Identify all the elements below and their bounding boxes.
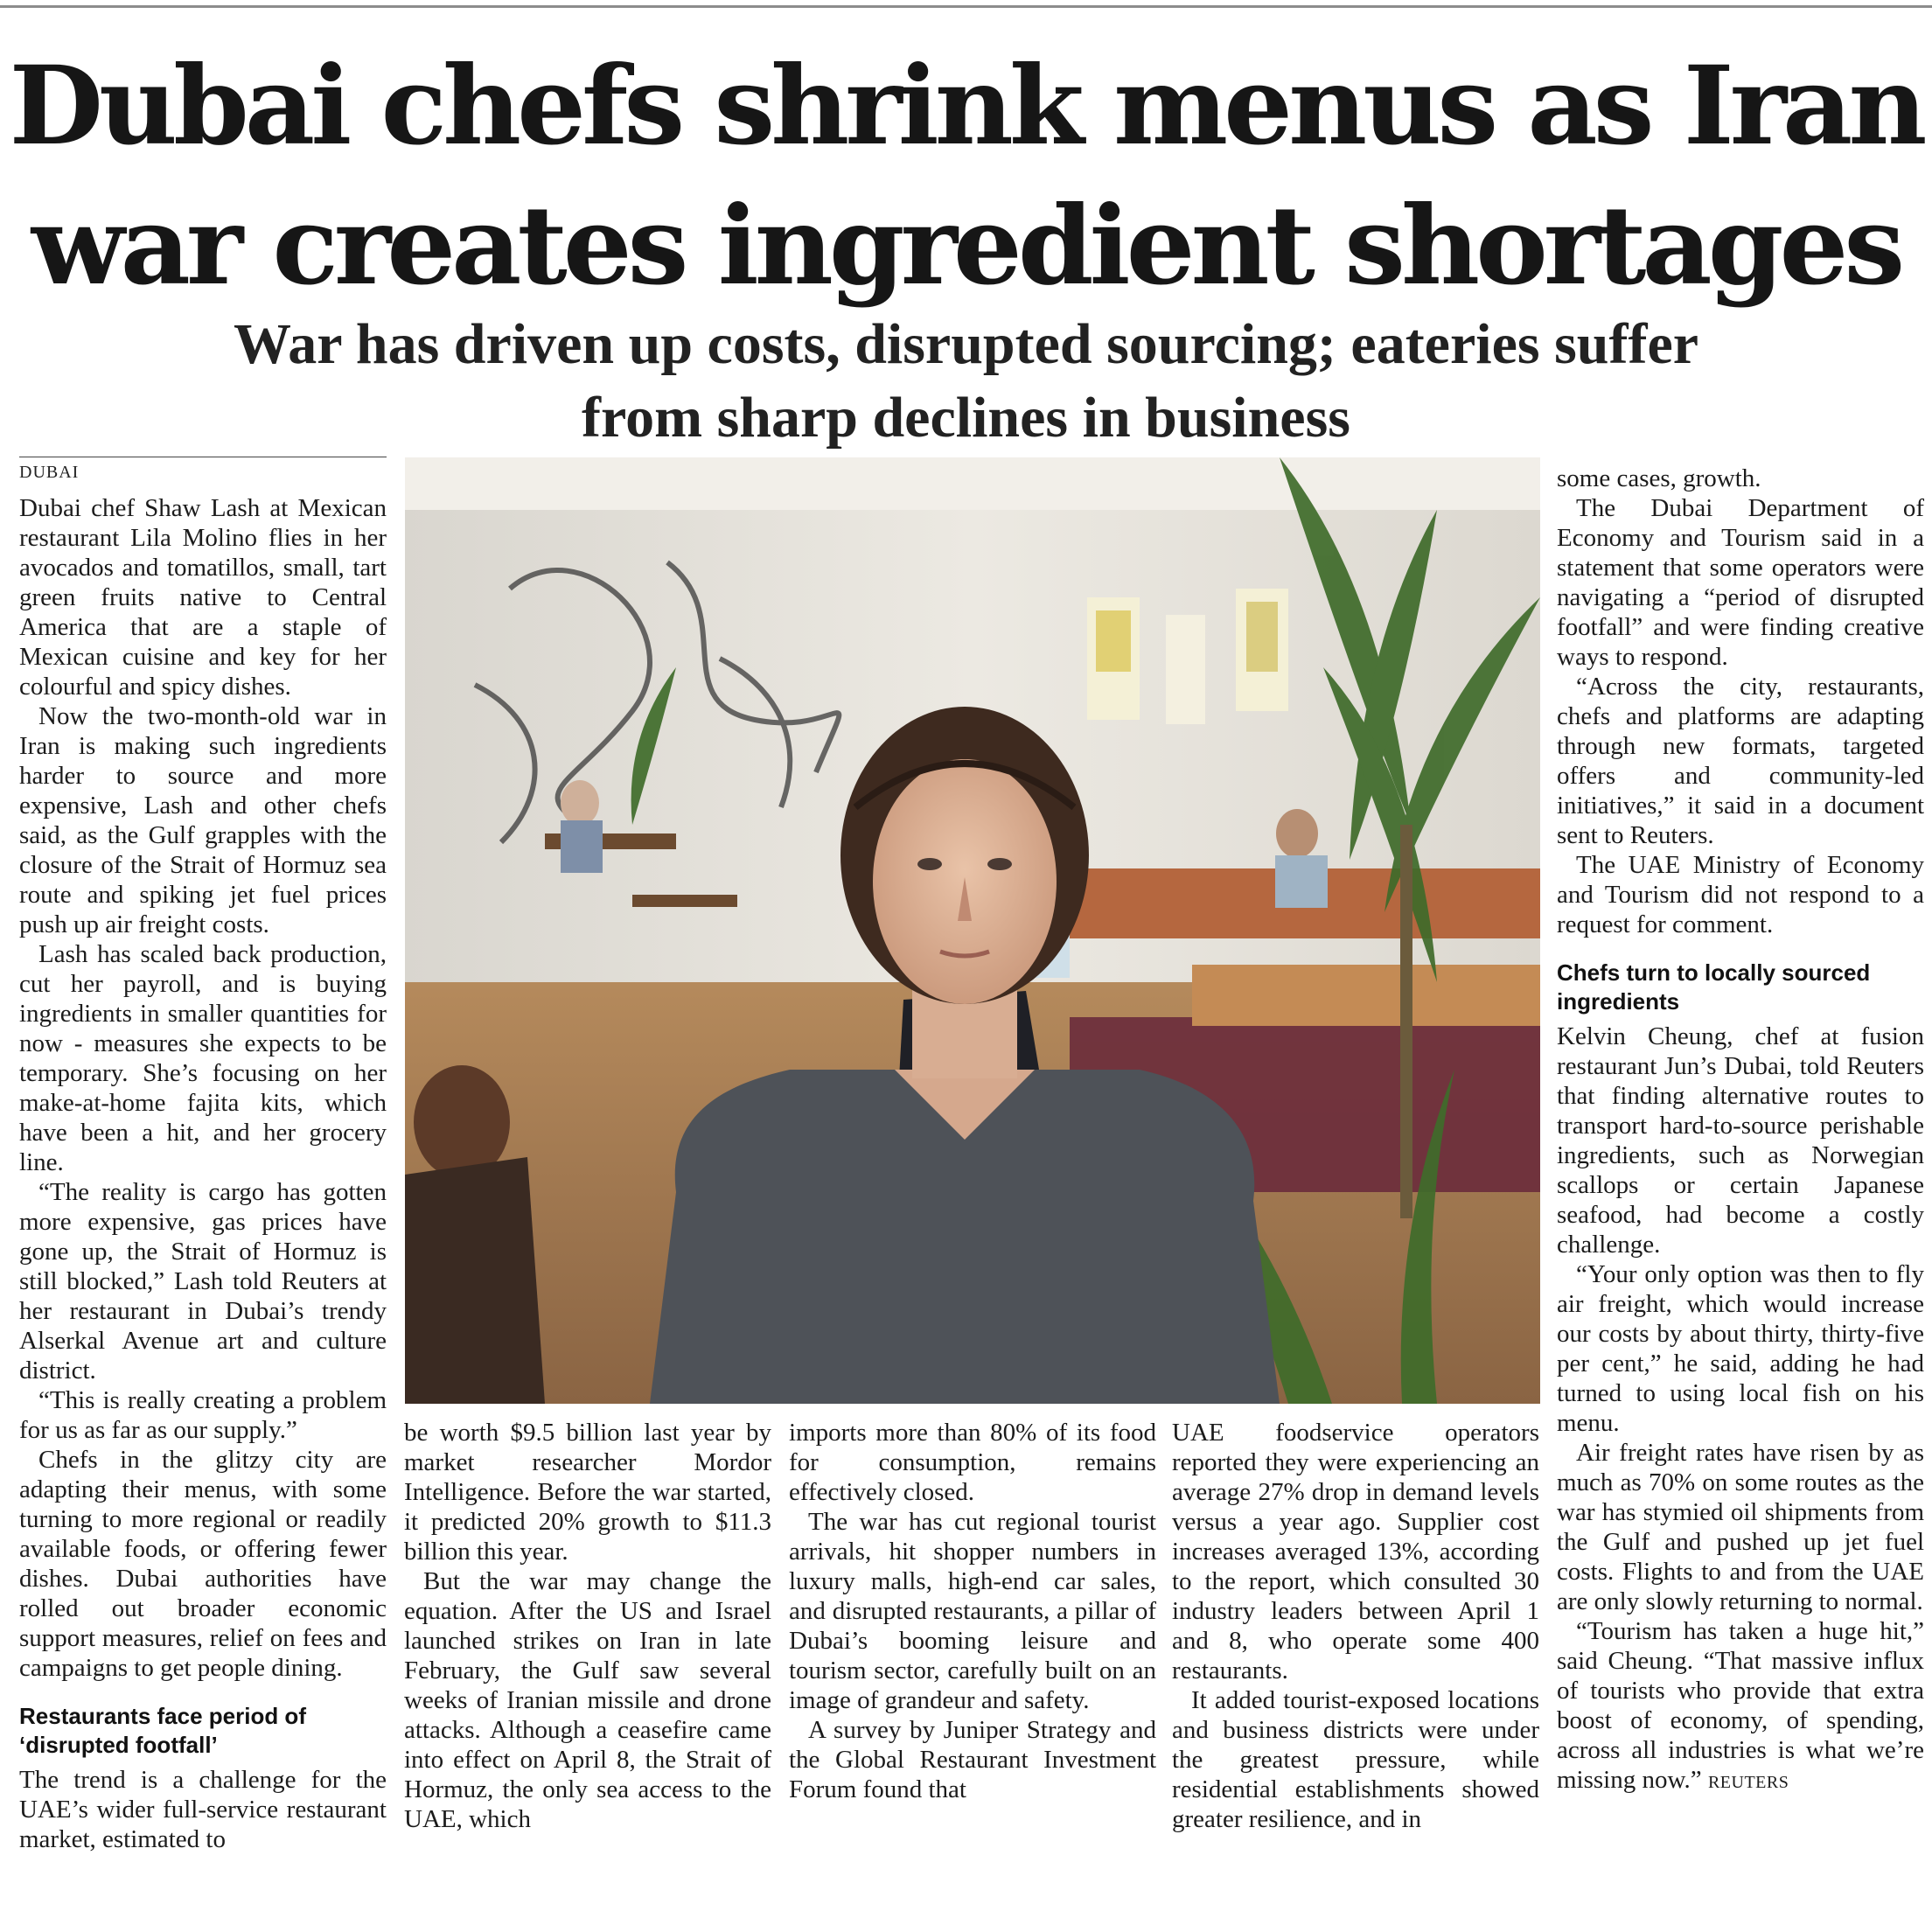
subheadline-line-2: from sharp declines in business <box>582 386 1350 450</box>
article-column-5 <box>1557 464 1924 1797</box>
paragraph-text: “Tourism has taken a huge hit,” said Cheung. “That massive influx of tourists who provide that extra boost of economy, of spending, across all industries is what we’re missing now.” <box>1557 1617 1924 1794</box>
body-paragraph <box>1557 672 1924 850</box>
body-paragraph <box>1172 1418 1539 1685</box>
paragraph-text: But the war may change the equation. After the US and Israel launched strikes on Iran in late February, the Gulf saw several weeks of Iranian missile and drone attacks. Although a ceasefire came into effect on April 8, the Strait of Hormuz, the only sea access to the UAE, which <box>404 1567 771 1833</box>
paragraph-text: The UAE Ministry of Economy and Tourism did not respond to a request for comment. <box>1557 851 1924 938</box>
article-photo <box>405 457 1540 1404</box>
paragraph-text: A survey by Juniper Strategy and the Global Restaurant Investment Forum found that <box>789 1716 1156 1803</box>
body-paragraph <box>19 1445 387 1683</box>
body-paragraph <box>1172 1685 1539 1834</box>
body-paragraph <box>1557 1022 1924 1259</box>
byline-credit: REUTERS <box>1707 1773 1789 1792</box>
paragraph-text: Lash has scaled back production, cut her payroll, and is buying ingredients in smaller quantities for now - measures she expects to be temporary. She’s focusing on her make-at-home fajita kits, which have been a hit, and her grocery line. <box>19 940 387 1176</box>
paragraph-text: imports more than 80% of its food for consumption, remains effectively closed. <box>789 1419 1156 1506</box>
body-paragraph <box>19 1765 387 1854</box>
headline-line-1: Dubai chefs shrink menus as Iran <box>9 43 1923 170</box>
paragraph-text: It added tourist-exposed locations and business districts were under the greatest pressure, while residential establishments showed greater resilience, and in <box>1172 1686 1539 1833</box>
body-paragraph <box>789 1507 1156 1715</box>
body-paragraph <box>789 1715 1156 1804</box>
paragraph-text: be worth $9.5 billion last year by market researcher Mordor Intelligence. Before the war started, it predicted 20% growth to $11.3 billion this year. <box>404 1419 771 1566</box>
dateline: DUBAI <box>19 457 387 483</box>
section-subhead: Chefs turn to locally sourced ingredients <box>1557 959 1871 1015</box>
paragraph-text: The war has cut regional tourist arrivals, hit shopper numbers in luxury malls, high-end car sales, and disrupted restaurants, a pillar of Dubai’s booming leisure and tourism sector, carefully built on an image of grandeur and safety. <box>789 1508 1156 1714</box>
paragraph-text: Air freight rates have risen by as much as 70% on some routes as the war has stymied oil shipments from the Gulf and pushed up jet fuel costs. Flights to and from the UAE are only slowly returning to normal. <box>1557 1439 1924 1615</box>
subheadline <box>0 308 1932 455</box>
body-paragraph <box>19 1177 387 1385</box>
body-paragraph <box>1557 464 1924 493</box>
paragraph-text: “The reality is cargo has gotten more expensive, gas prices have gone up, the Strait of Hormuz is still blocked,” Lash told Reuters at her restaurant in Dubai’s trendy Alserkal Avenue art and culture district. <box>19 1178 387 1384</box>
article-column-1 <box>19 493 387 1854</box>
paragraph-text: “Across the city, restaurants, chefs and platforms are adapting through new formats, targeted offers and community-led initiatives,” it said in a document sent to Reuters. <box>1557 673 1924 849</box>
paragraph-text: The Dubai Department of Economy and Tourism said in a statement that some operators were navigating a “period of disrupted footfall” and were finding creative ways to respond. <box>1557 494 1924 671</box>
body-paragraph <box>1557 1438 1924 1616</box>
paragraph-text: Now the two-month-old war in Iran is making such ingredients harder to source and more expensive, Lash and other chefs said, as the Gulf grapples with the closure of the Strait of Hormuz sea route and spiking jet fuel prices push up air freight costs. <box>19 702 387 938</box>
paragraph-text: UAE foodservice operators reported they were experiencing an average 27% drop in demand levels versus a year ago. Supplier cost increases averaged 13%, according to the report, which consulted 30 industry leaders between April 1 and 8, who operate some 400 restaurants. <box>1172 1419 1539 1684</box>
paragraph-text: “This is really creating a problem for us as far as our supply.” <box>19 1386 387 1444</box>
article-column-2 <box>404 1418 771 1834</box>
paragraph-text: some cases, growth. <box>1557 464 1761 492</box>
paragraph-text: The trend is a challenge for the UAE’s wider full-service restaurant market, estimated to <box>19 1766 387 1853</box>
paragraph-text: “Your only option was then to fly air freight, which would increase our costs by about thirty, thirty-five per cent,” he said, adding he had turned to using local fish on his menu. <box>1557 1260 1924 1437</box>
body-paragraph <box>1557 1259 1924 1438</box>
body-paragraph <box>789 1418 1156 1507</box>
body-paragraph <box>404 1418 771 1566</box>
body-paragraph <box>404 1566 771 1834</box>
headline <box>0 37 1932 317</box>
article-column-3 <box>789 1418 1156 1804</box>
subheadline-line-1: War has driven up costs, disrupted sourcing; eateries suffer <box>233 312 1699 376</box>
body-paragraph <box>19 939 387 1177</box>
section-subhead: Restaurants face period of ‘disrupted footfall’ <box>19 1703 306 1758</box>
body-paragraph <box>1557 850 1924 939</box>
paragraph-text: Dubai chef Shaw Lash at Mexican restaurant Lila Molino flies in her avocados and tomatillos, small, tart green fruits native to Central America that are a staple of Mexican cuisine and key for her colourful and spicy dishes. <box>19 494 387 701</box>
body-paragraph <box>19 493 387 701</box>
body-paragraph <box>1557 493 1924 672</box>
paragraph-text: Kelvin Cheung, chef at fusion restaurant Jun’s Dubai, told Reuters that finding alternative routes to transport hard-to-source perishable ingredients, such as Norwegian scallops or certain Japanese seafood, had become a costly challenge. <box>1557 1022 1924 1259</box>
top-rule <box>0 5 1932 8</box>
body-paragraph <box>19 701 387 939</box>
paragraph-text: Chefs in the glitzy city are adapting their menus, with some turning to more regional or readily available foods, or offering fewer dishes. Dubai authorities have rolled out broader economic support measures, relief on fees and campaigns to get people dining. <box>19 1446 387 1682</box>
article-column-4 <box>1172 1418 1539 1834</box>
headline-line-2: war creates ingredient shortages <box>31 183 1901 310</box>
body-paragraph <box>1557 1616 1924 1797</box>
body-paragraph <box>19 1385 387 1445</box>
